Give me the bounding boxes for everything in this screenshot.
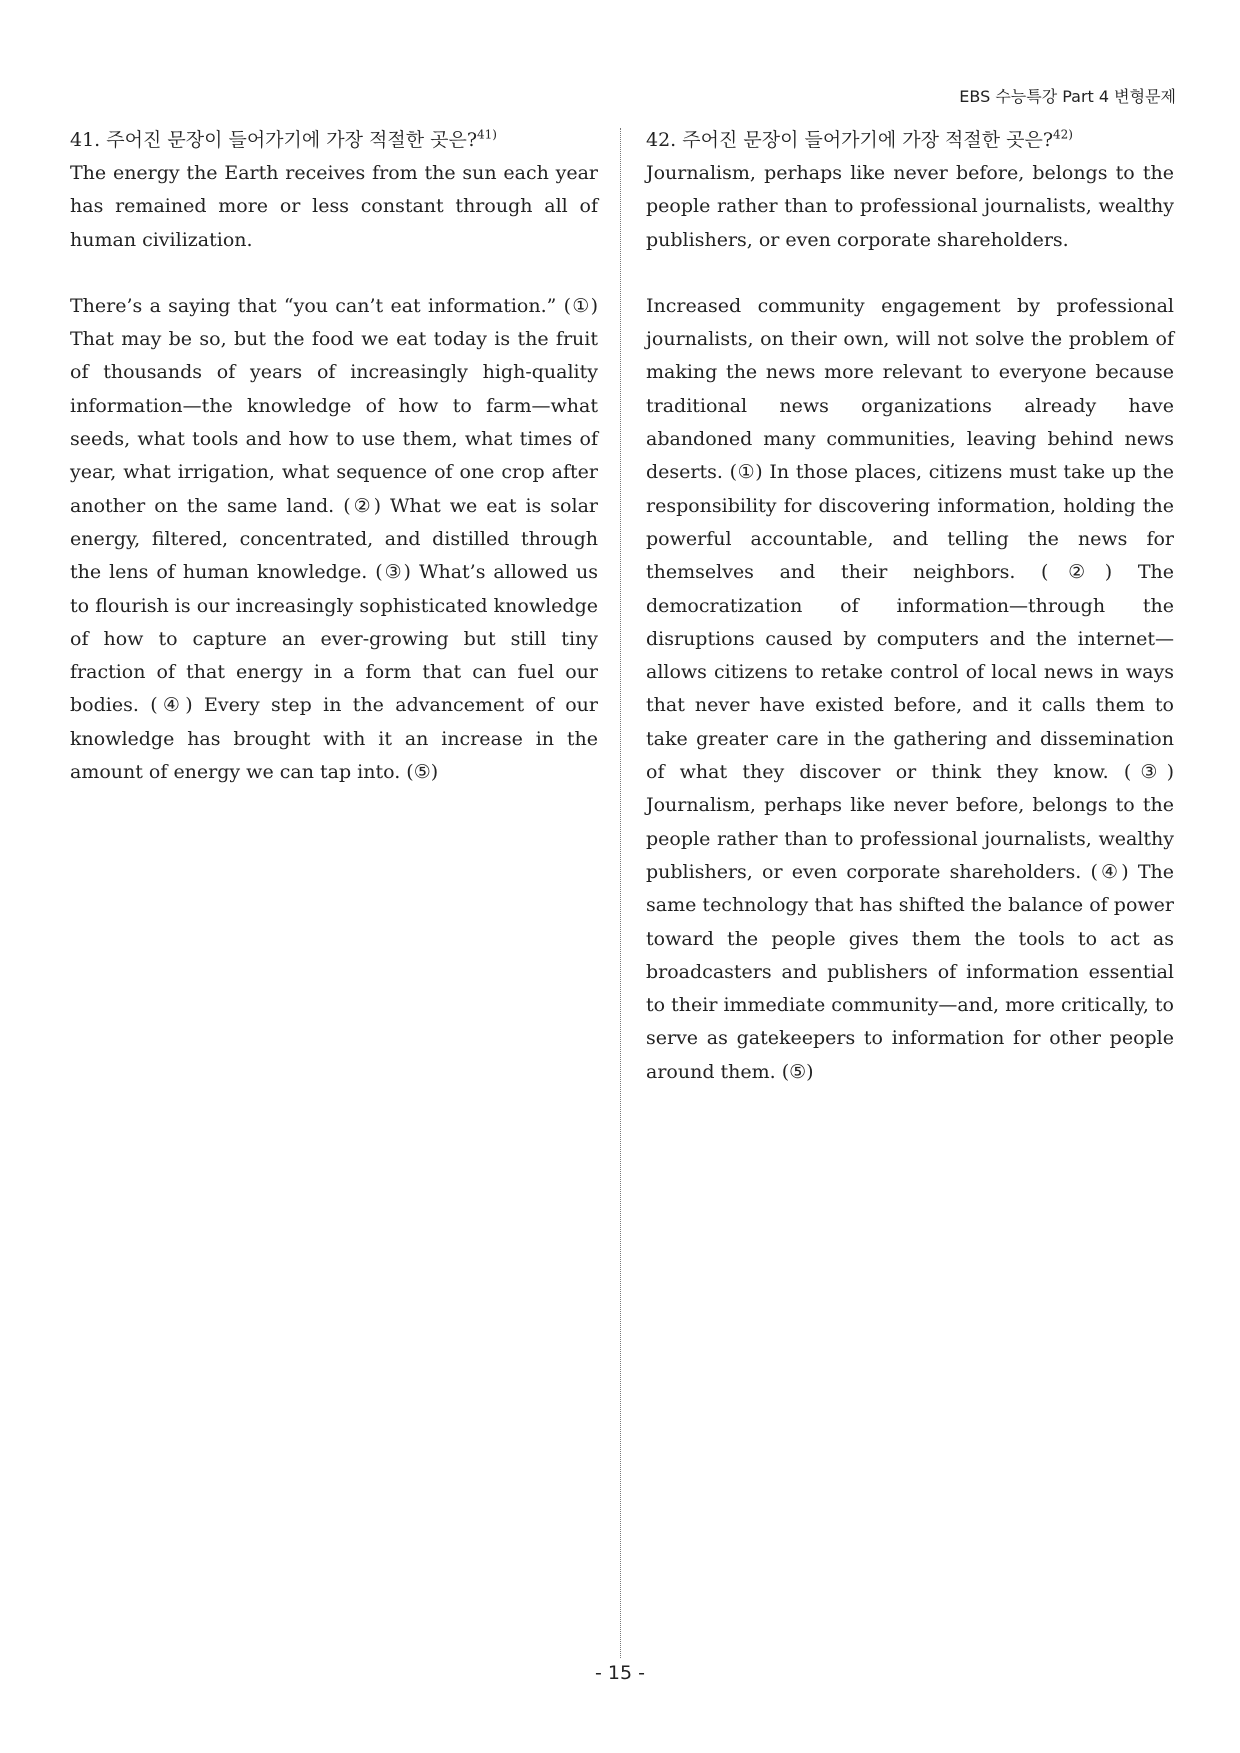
question-42-title-text: 42. 주어진 문장이 들어가기에 가장 적절한 곳은?	[646, 129, 1054, 151]
question-42-given-sentence: Journalism, perhaps like never before, belongs to the people rather than to professional journalists, wealthy publishers, or even corporate shareholders.	[646, 162, 1174, 251]
question-42	[646, 124, 1174, 1089]
column-divider	[620, 128, 621, 1658]
question-41-title-text: 41. 주어진 문장이 들어가기에 가장 적절한 곳은?	[70, 129, 478, 151]
question-41	[70, 124, 598, 789]
question-41-given-sentence: The energy the Earth receives from the sun each year has remained more or less constant through all of human civilization.	[70, 162, 598, 251]
question-41-title	[70, 124, 598, 157]
page-header: EBS 수능특강 Part 4 변형문제	[959, 87, 1176, 106]
question-42-footnote: 42)	[1053, 127, 1073, 142]
question-42-title	[646, 124, 1174, 157]
question-41-passage: There’s a saying that “you can’t eat information.” (①) That may be so, but the food we eat today is the fruit of thousands of years of increasingly high-quality information—the knowledge of how to farm—what seeds, what tools and how to use them, what times of year, what irrigation, what sequence of one crop after another on the same land. (②) What we eat is solar energy, filtered, concentrated, and distilled through the lens of human knowledge. (③) What’s allowed us to flourish is our increasingly sophisticated knowledge of how to capture an ever-growing but still tiny fraction of that energy in a form that can fuel our bodies. (④) Every step in the advancement of our knowledge has brought with it an increase in the amount of energy we can tap into. (⑤)	[70, 294, 598, 784]
question-41-footnote: 41)	[477, 127, 497, 142]
question-42-passage: Increased community engagement by professional journalists, on their own, will not solve the problem of making the news more relevant to everyone because traditional news organizations already have abandoned many communities, leaving behind news deserts. (①) In those places, citizens must take up the responsibility for discovering information, holding the powerful accountable, and telling the news for themselves and their neighbors. (②) The democratization of information—through the disruptions caused by computers and the internet—allows citizens to retake control of local news in ways that never have existed before, and it calls them to take greater care in the gathering and dissemination of what they discover or think they know. (③) Journalism, perhaps like never before, belongs to the people rather than to professional journalists, wealthy publishers, or even corporate shareholders. (④) The same technology that has shifted the balance of power toward the people gives them the tools to act as broadcasters and publishers of information essential to their immediate community—and, more critically, to serve as gatekeepers to information for other people around them. (⑤)	[646, 294, 1174, 1083]
page-number: - 15 -	[595, 1662, 645, 1684]
